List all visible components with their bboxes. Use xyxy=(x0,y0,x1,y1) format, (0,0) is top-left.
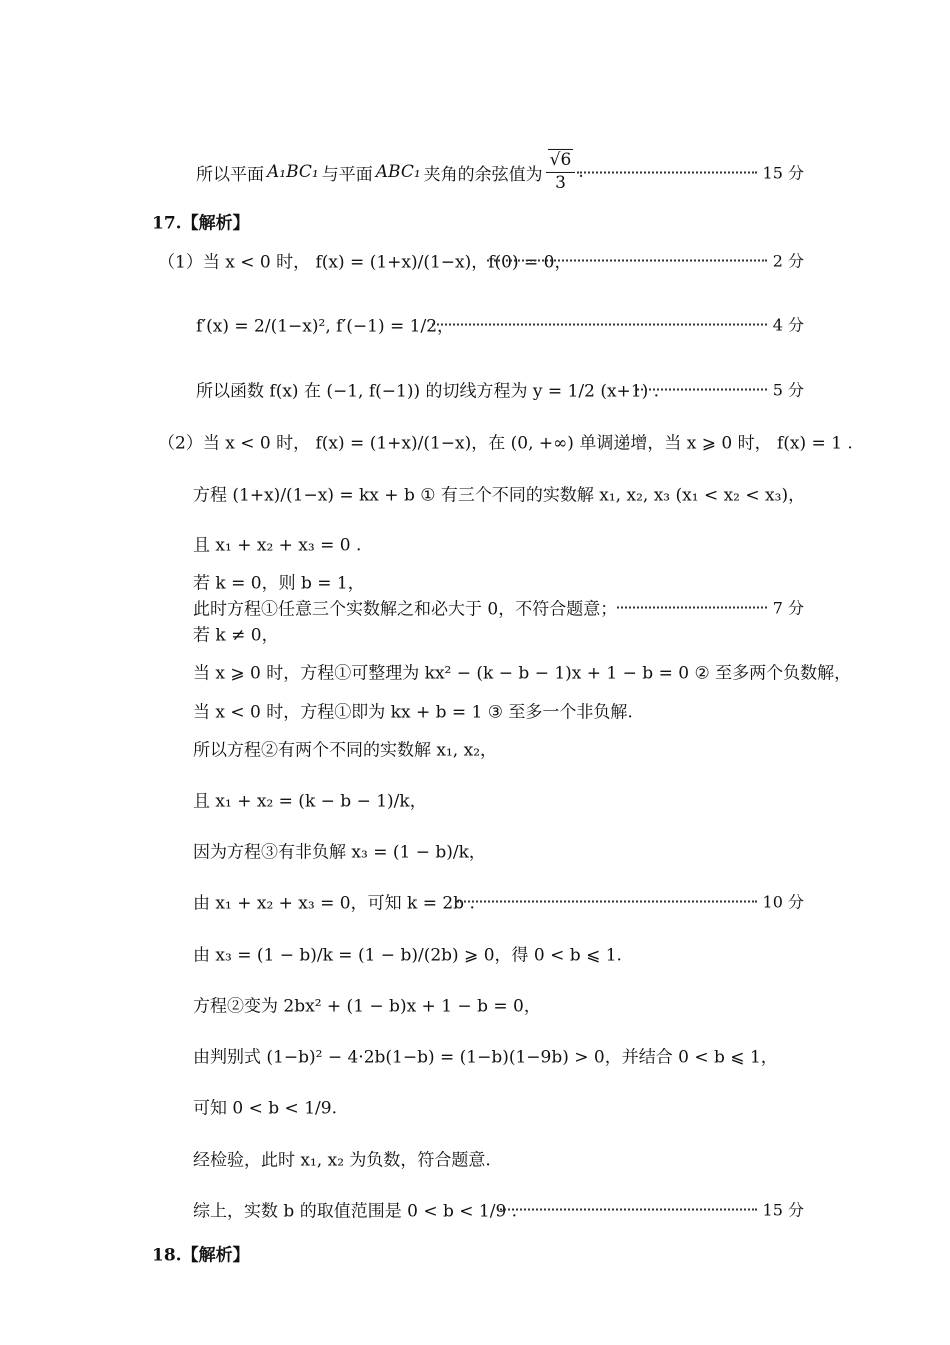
score-10: 10 分 xyxy=(762,892,804,912)
cosine-fraction xyxy=(546,151,576,193)
part1-line1-text: 当 x < 0 时， f(x) = (1+x)/(1−x)，f(0) = 0， xyxy=(202,252,572,273)
equation-2-text: 当 x ⩾ 0 时，方程①可整理为 kx² − (k − b − 1)x + 1 − b = 0 ② 至多两个负数解， xyxy=(193,663,852,684)
k-equals-2b-text: 由 x₁ + x₂ + x₃ = 0，可知 k = 2b . xyxy=(193,893,475,914)
q18-heading: 18.【解析】 xyxy=(152,1245,250,1266)
q16-mid: 与平面 xyxy=(321,164,373,185)
case-k-nonzero-text: 若 k ≠ 0， xyxy=(193,625,279,646)
equation-3-text: 当 x < 0 时，方程①即为 kx + b = 1 ③ 至多一个非负解. xyxy=(193,702,633,723)
score-2: 2 分 xyxy=(772,251,804,271)
x3-expression-text: 因为方程③有非负解 x₃ = (1 − b)/k， xyxy=(193,842,486,863)
case-k-zero-conclusion: 此时方程①任意三个实数解之和必大于 0，不符合题意； xyxy=(193,599,618,620)
discriminant-text: 由判别式 (1−b)² − 4·2b(1−b) = (1−b)(1−9b) > 0，并结合 0 < b ⩽ 1， xyxy=(193,1047,778,1068)
part2-label: （2） xyxy=(158,433,203,454)
b-range-result: 可知 0 < b < 1/9. xyxy=(193,1098,337,1119)
b-range-first-text: 由 x₃ = (1 − b)/k = (1 − b)/(2b) ⩾ 0，得 0 < b ⩽ 1. xyxy=(193,945,622,966)
plane-abc1: ABC₁ xyxy=(375,162,421,182)
score-15: 15 分 xyxy=(762,1200,804,1220)
part2-line1-text: 当 x < 0 时， f(x) = (1+x)/(1−x)，在 (0, +∞) 单调递增，当 x ⩾ 0 时， f(x) = 1 . xyxy=(202,433,853,454)
two-roots-text: 所以方程②有两个不同的实数解 x₁, x₂， xyxy=(193,740,498,761)
q16-suffix: 夹角的余弦值为 xyxy=(423,164,543,185)
score-15-q16: 15 分 xyxy=(762,163,804,183)
equation-2-rewritten: 方程②变为 2bx² + (1 − b)x + 1 − b = 0， xyxy=(193,996,541,1017)
score-7: 7 分 xyxy=(772,598,804,618)
plane-a1bc1: A₁BC₁ xyxy=(267,162,319,182)
q16-prefix: 所以平面 xyxy=(196,164,264,185)
equation-1-text: 方程 (1+x)/(1−x) = kx + b ① 有三个不同的实数解 x₁, x₂, x₃ (x₁ < x₂ < x₃)， xyxy=(193,485,806,506)
vieta-sum-text: 且 x₁ + x₂ = (k − b − 1)/k， xyxy=(193,791,427,812)
final-conclusion-text: 综上，实数 b 的取值范围是 0 < b < 1/9 . xyxy=(193,1201,518,1222)
verification-text: 经检验，此时 x₁, x₂ 为负数，符合题意. xyxy=(193,1150,491,1171)
sqrt6: √6 xyxy=(549,149,572,170)
part1-line3-text: 所以函数 f(x) 在 (−1, f(−1)) 的切线方程为 y = 1/2 (x+1) . xyxy=(196,381,660,402)
score-5: 5 分 xyxy=(772,380,804,400)
denominator-3: 3 xyxy=(555,172,566,193)
q17-heading: 17.【解析】 xyxy=(152,213,250,234)
part1-line2-text: f′(x) = 2/(1−x)², f′(−1) = 1/2， xyxy=(196,316,455,337)
sum-zero-text: 且 x₁ + x₂ + x₃ = 0 . xyxy=(193,535,362,556)
score-4: 4 分 xyxy=(772,315,804,335)
part1-label: （1） xyxy=(158,252,203,273)
period: . xyxy=(578,162,584,182)
case-k-zero-text: 若 k = 0，则 b = 1， xyxy=(193,573,365,594)
